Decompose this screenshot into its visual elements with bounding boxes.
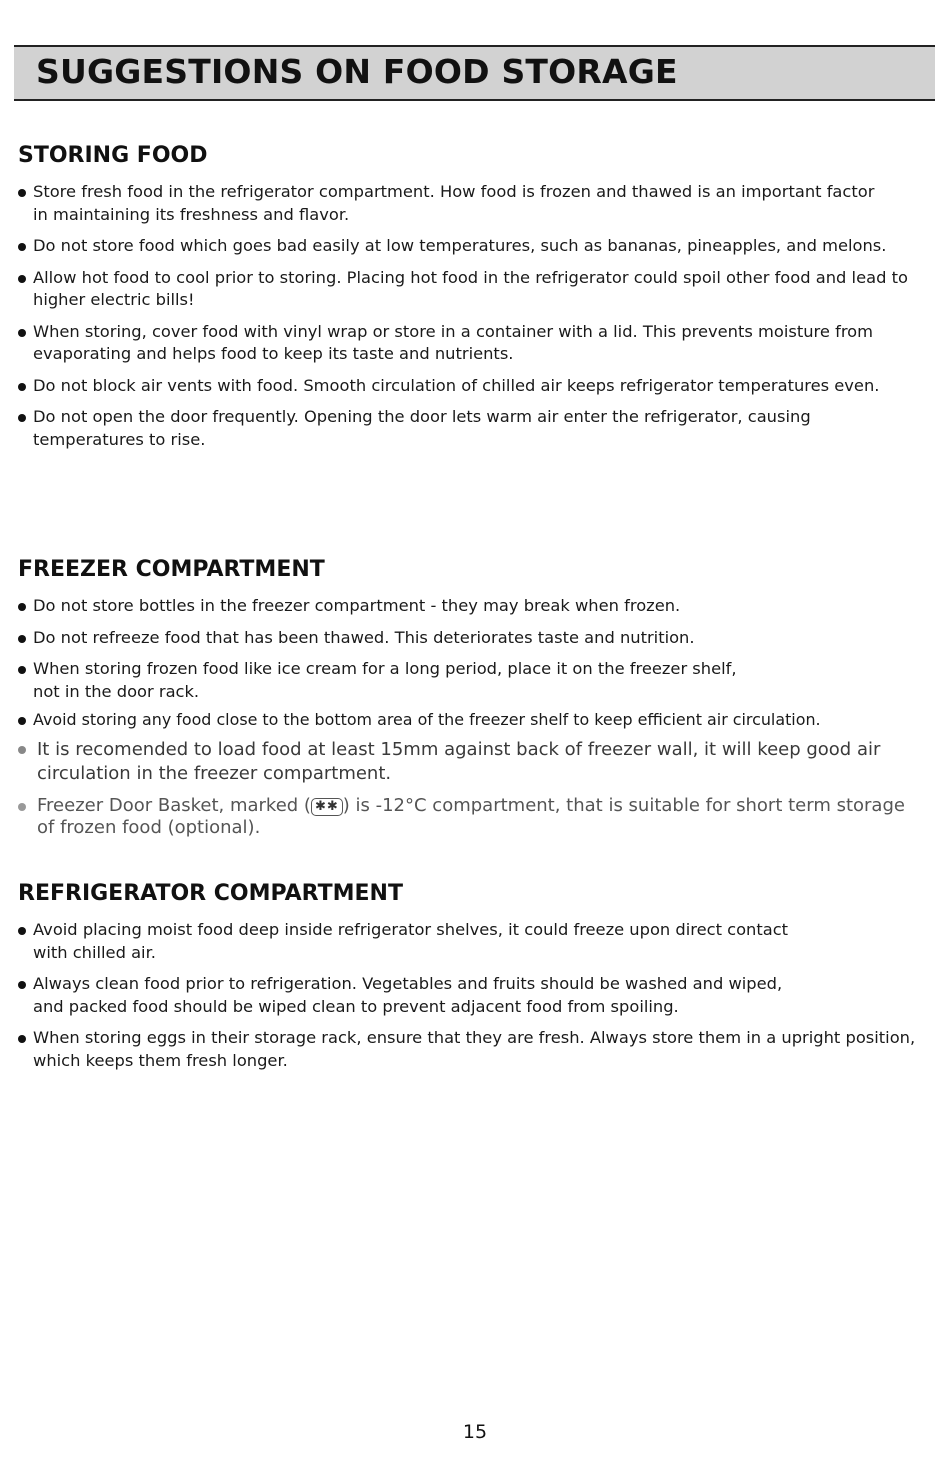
- bullet-icon: [18, 803, 26, 811]
- list-item-text: When storing, cover food with vinyl wrap or store in a container with a lid. This prevents moisture from evaporating and helps food to keep its taste and nutrients.: [33, 321, 873, 363]
- list-item-text: It is recomended to load food at least 15mm against back of freezer wall, it will keep good air circulation in the freezer compartment.: [37, 738, 881, 784]
- list-item: [18, 709, 943, 732]
- list-item-text: Do not store food which goes bad easily at low temperatures, such as bananas, pineapples, and melons.: [33, 236, 887, 255]
- bullet-icon: [18, 189, 26, 197]
- refrigerator-compartment-list: [18, 919, 943, 1081]
- bullet-icon: [18, 275, 26, 283]
- bullet-icon: [18, 666, 26, 674]
- list-item: [18, 627, 943, 650]
- list-item: [18, 321, 948, 366]
- list-item-text: Freezer Door Basket, marked (: [37, 794, 311, 816]
- bullet-icon: [18, 383, 26, 391]
- freezer-compartment-list: [18, 595, 943, 849]
- list-item: [18, 267, 938, 312]
- bullet-icon: [18, 414, 26, 422]
- list-item: [18, 919, 943, 964]
- list-item-text: in maintaining its freshness and flavor.: [33, 204, 350, 224]
- section-heading-storing-food: STORING FOOD: [18, 143, 208, 168]
- storing-food-list: [18, 181, 943, 460]
- bullet-icon: [18, 746, 26, 754]
- two-star-freezer-mark-icon: ✱✱: [311, 798, 343, 816]
- list-item-text: with chilled air.: [33, 942, 156, 962]
- list-item: [18, 595, 943, 618]
- list-item: [18, 658, 943, 703]
- list-item: [18, 1027, 918, 1072]
- page-title: SUGGESTIONS ON FOOD STORAGE: [36, 52, 678, 91]
- list-item: [18, 795, 907, 840]
- list-item-text: When storing eggs in their storage rack, ensure that they are fresh. Always store them in a upright position, which keeps them fresh longer.: [33, 1028, 916, 1070]
- list-item: [18, 738, 917, 787]
- list-item-text: not in the door rack.: [33, 681, 200, 701]
- list-item-text: Always clean food prior to refrigeration. Vegetables and fruits should be washed and wiped,: [33, 974, 783, 993]
- list-item-text: Avoid storing any food close to the bottom area of the freezer shelf to keep efficient air circulation.: [33, 710, 821, 729]
- section-heading-refrigerator-compartment: REFRIGERATOR COMPARTMENT: [18, 881, 403, 906]
- list-item: [18, 181, 908, 226]
- bullet-icon: [18, 981, 26, 989]
- list-item-text: ) is -12°C compartment, that is suitable for short term storage of frozen food (optional).: [37, 794, 905, 838]
- bullet-icon: [18, 1035, 26, 1043]
- list-item-text: Do not refreeze food that has been thawed. This deteriorates taste and nutrition.: [33, 627, 695, 647]
- list-item-text: Store fresh food in the refrigerator compartment. How food is frozen and thawed is an important factor: [33, 182, 875, 201]
- list-item: [18, 973, 943, 1018]
- list-item-text: When storing frozen food like ice cream for a long period, place it on the freezer shelf,: [33, 659, 737, 678]
- list-item-text: Do not block air vents with food. Smooth circulation of chilled air keeps refrigerator temperatures even.: [33, 375, 880, 395]
- section-heading-freezer-compartment: FREEZER COMPARTMENT: [18, 557, 325, 582]
- bullet-icon: [18, 927, 26, 935]
- list-item-text: Avoid placing moist food deep inside refrigerator shelves, it could freeze upon direct contact: [33, 920, 789, 939]
- bullet-icon: [18, 329, 26, 337]
- bullet-icon: [18, 635, 26, 643]
- list-item-text: Do not open the door frequently. Opening the door lets warm air enter the refrigerator, causing temperatures to rise.: [33, 407, 811, 449]
- bullet-icon: [18, 603, 26, 611]
- list-item: [18, 235, 903, 258]
- list-item-text: and packed food should be wiped clean to prevent adjacent food from spoiling.: [33, 996, 679, 1016]
- bullet-icon: [18, 243, 26, 251]
- title-bar: [14, 45, 935, 101]
- page-number: 15: [462, 1421, 488, 1443]
- list-item-text: Allow hot food to cool prior to storing. Placing hot food in the refrigerator could spoil other food and lead to higher electric bills!: [33, 267, 908, 309]
- list-item: [18, 406, 903, 451]
- list-item-text: Do not store bottles in the freezer compartment - they may break when frozen.: [33, 596, 681, 615]
- list-item: [18, 375, 913, 398]
- bullet-icon: [18, 717, 26, 725]
